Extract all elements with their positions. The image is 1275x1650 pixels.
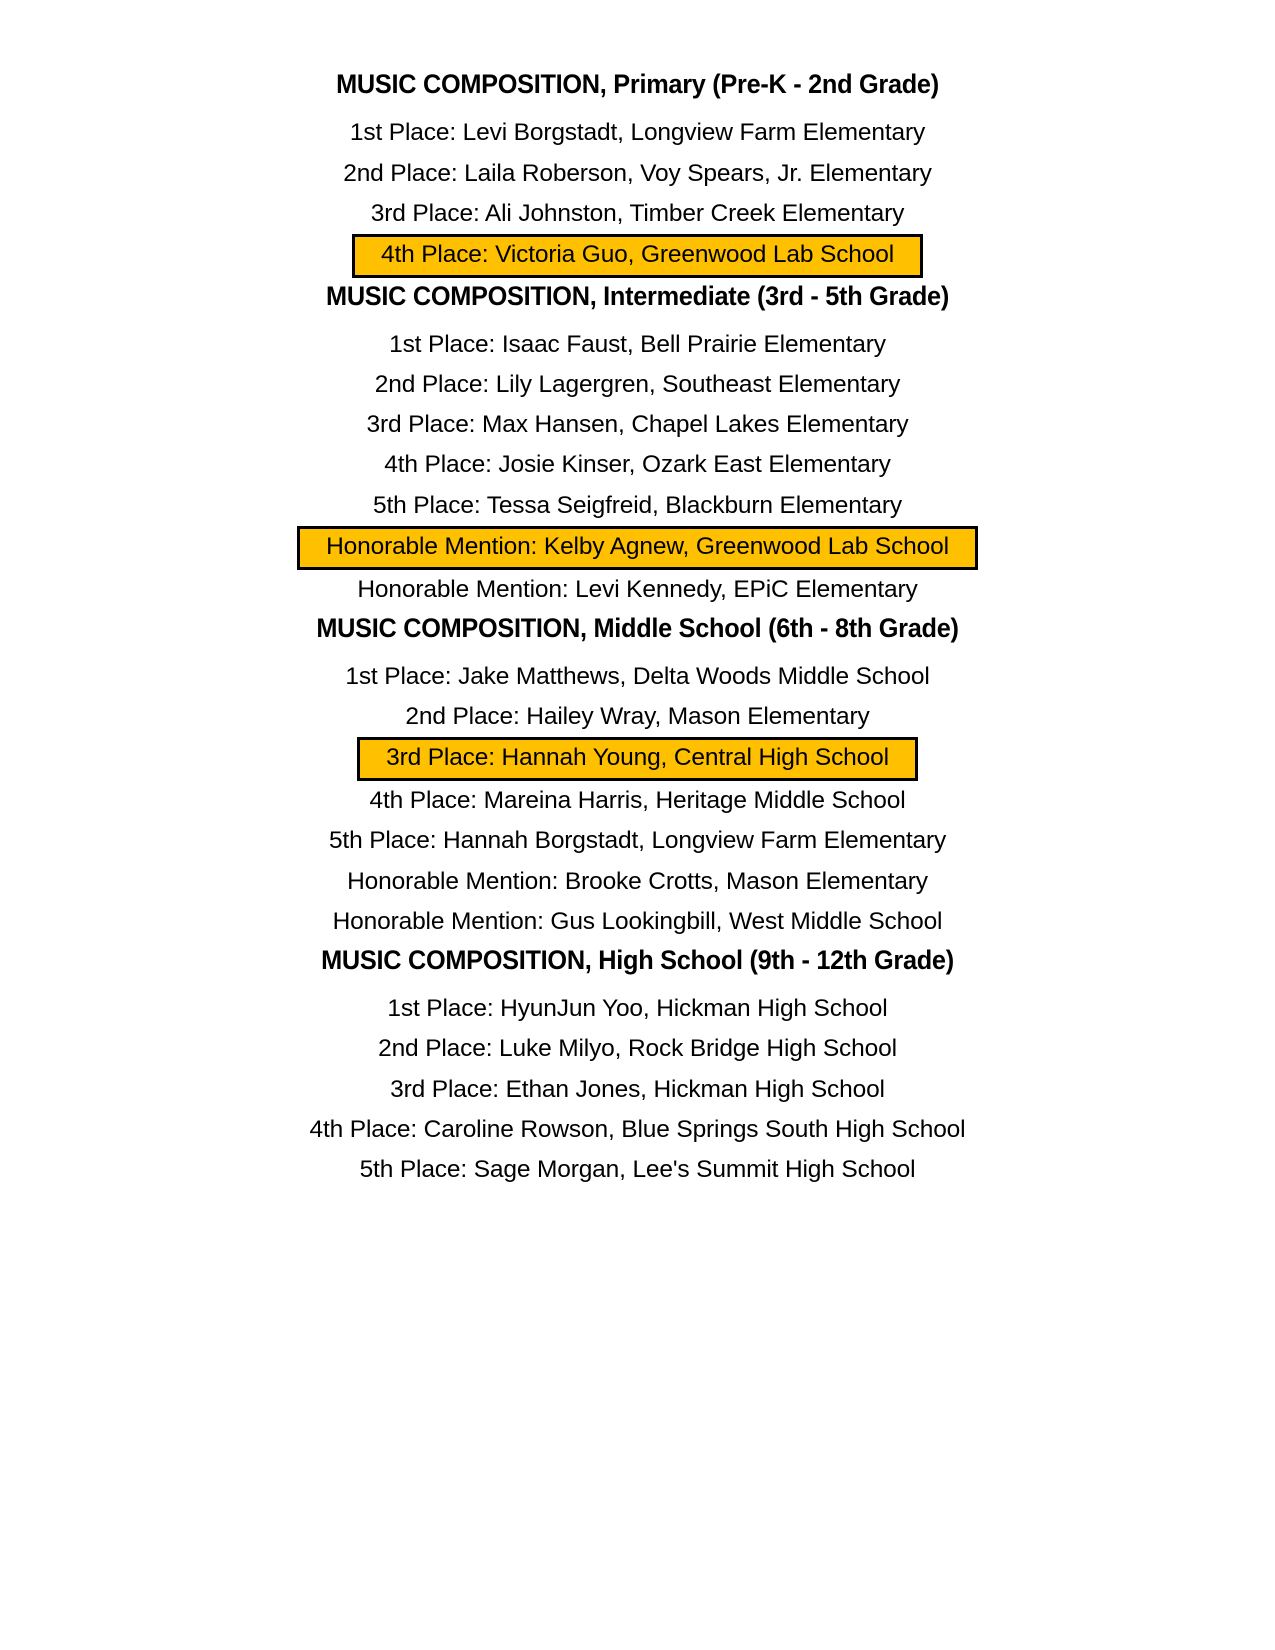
result-entry: 5th Place: Hannah Borgstadt, Longview Farm Elementary <box>328 827 947 855</box>
results-list <box>150 314 1125 610</box>
highlight-box: 4th Place: Victoria Guo, Greenwood Lab School <box>352 234 923 278</box>
results-section <box>150 62 1125 278</box>
result-entry: 5th Place: Tessa Seigfreid, Blackburn Elementary <box>373 491 902 519</box>
result-entry: 4th Place: Josie Kinser, Ozark East Elementary <box>384 451 891 479</box>
result-entry: Honorable Mention: Gus Lookingbill, West Middle School <box>332 907 943 935</box>
result-entry: 3rd Place: Max Hansen, Chapel Lakes Elementary <box>366 411 909 439</box>
result-entry: 5th Place: Sage Morgan, Lee's Summit High School <box>359 1155 916 1183</box>
result-entry: 3rd Place: Ethan Jones, Hickman High School <box>390 1075 885 1103</box>
highlight-box: 3rd Place: Hannah Young, Central High School <box>357 737 918 781</box>
results-list <box>150 646 1125 942</box>
result-entry: 4th Place: Caroline Rowson, Blue Springs South High School <box>309 1115 966 1143</box>
section-heading: MUSIC COMPOSITION, High School (9th - 12th Grade) <box>321 944 954 975</box>
results-sections-container <box>150 62 1125 1190</box>
results-list <box>150 978 1125 1190</box>
result-entry: 4th Place: Mareina Harris, Heritage Middle School <box>369 787 906 815</box>
result-entry: 3rd Place: Ali Johnston, Timber Creek Elementary <box>370 199 905 227</box>
section-heading: MUSIC COMPOSITION, Intermediate (3rd - 5th Grade) <box>326 280 949 311</box>
section-heading: MUSIC COMPOSITION, Middle School (6th - 8th Grade) <box>316 612 959 643</box>
highlight-box: Honorable Mention: Kelby Agnew, Greenwood Lab School <box>297 526 978 570</box>
highlighted-result-entry <box>150 234 1125 278</box>
results-section <box>150 610 1125 942</box>
results-section <box>150 942 1125 1190</box>
result-entry: 2nd Place: Laila Roberson, Voy Spears, Jr. Elementary <box>343 159 932 187</box>
result-entry: Honorable Mention: Brooke Crotts, Mason Elementary <box>347 867 928 895</box>
result-entry: Honorable Mention: Levi Kennedy, EPiC Elementary <box>357 575 918 603</box>
highlighted-result-entry <box>150 737 1125 781</box>
highlighted-result-entry <box>150 526 1125 570</box>
result-entry: 1st Place: Jake Matthews, Delta Woods Middle School <box>345 663 930 691</box>
results-list <box>150 102 1125 277</box>
result-entry: 2nd Place: Luke Milyo, Rock Bridge High School <box>378 1035 897 1063</box>
result-entry: 2nd Place: Hailey Wray, Mason Elementary <box>405 703 870 731</box>
result-entry: 1st Place: HyunJun Yoo, Hickman High School <box>387 995 888 1023</box>
result-entry: 2nd Place: Lily Lagergren, Southeast Elementary <box>374 371 901 399</box>
result-entry: 1st Place: Isaac Faust, Bell Prairie Elementary <box>389 330 886 358</box>
section-heading: MUSIC COMPOSITION, Primary (Pre-K - 2nd Grade) <box>336 69 939 99</box>
result-entry: 1st Place: Levi Borgstadt, Longview Farm Elementary <box>349 119 926 147</box>
results-section <box>150 278 1125 610</box>
